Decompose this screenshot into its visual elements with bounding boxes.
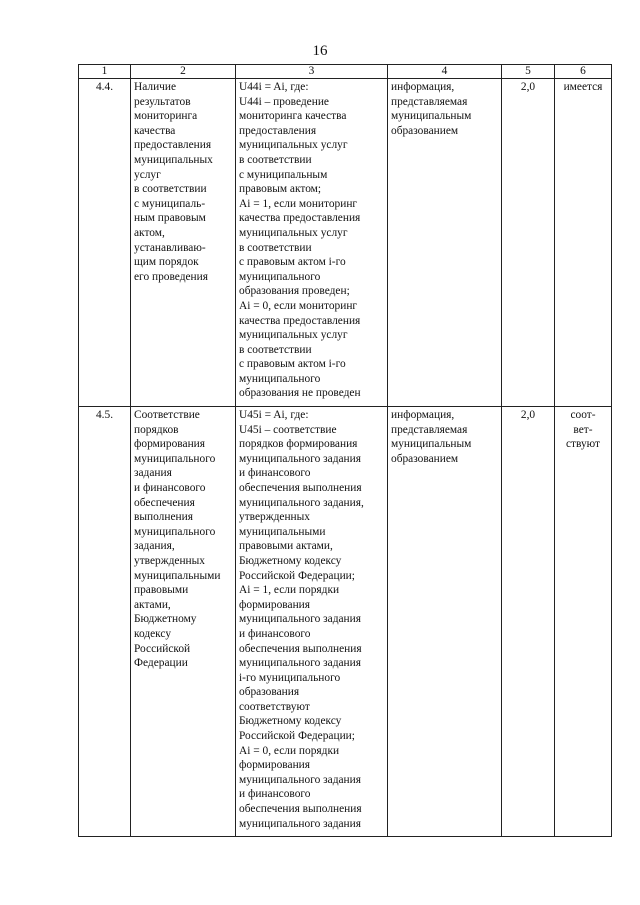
cell-line: U45i = Ai, где: <box>239 409 309 421</box>
cell-line: Ai = 1, если порядки <box>239 584 340 597</box>
cell-line: U44i – проведение <box>239 95 329 108</box>
cell-line: Российской Федерации; <box>239 569 355 582</box>
cell-line: порядков <box>134 423 179 436</box>
cell-line: информация, <box>391 409 455 421</box>
cell-line: утвержденных <box>239 511 310 524</box>
cell-line: и финансового <box>239 788 311 801</box>
cell-line: формирования <box>134 438 206 451</box>
cell-line: в соответствии <box>134 183 207 196</box>
weight-cell: 2,0 <box>502 79 555 407</box>
cell-line: муниципальными <box>239 525 326 538</box>
column-header: 2 <box>131 65 236 79</box>
cell-line: муниципального <box>239 372 321 385</box>
formula-cell <box>236 407 388 837</box>
column-header: 3 <box>236 65 388 79</box>
table-header-row <box>79 65 612 79</box>
cell-line: Бюджетному <box>134 613 197 626</box>
cell-line: результатов <box>134 95 191 108</box>
column-header: 6 <box>555 65 612 79</box>
cell-line: утвержденных <box>134 554 205 567</box>
cell-line: Федерации <box>134 657 188 670</box>
cell-line: образованием <box>391 124 459 137</box>
cell-line: Бюджетному кодексу <box>239 715 342 728</box>
cell-line: предоставления <box>239 124 317 137</box>
value-cell <box>555 79 612 407</box>
cell-line: и финансового <box>239 627 311 640</box>
cell-line: муниципальных <box>134 153 213 166</box>
cell-line: муниципального задания <box>239 773 361 786</box>
cell-line: устанавливаю- <box>134 241 206 254</box>
cell-line: мониторинга качества <box>239 110 347 123</box>
indicator-name-cell <box>131 79 236 407</box>
cell-line: муниципального <box>239 270 321 283</box>
page-number: 16 <box>312 43 328 59</box>
cell-line: обеспечения выполнения <box>239 803 362 816</box>
cell-line: с правовым актом i-го <box>239 358 346 371</box>
cell-line: вет- <box>573 423 593 436</box>
cell-line: муниципального <box>134 525 216 538</box>
cell-line: в соответствии <box>239 343 312 356</box>
cell-line: актами, <box>134 598 171 611</box>
cell-line: муниципального задания <box>239 452 361 465</box>
cell-line: муниципального задания, <box>239 496 364 509</box>
cell-line: порядков формирования <box>239 438 358 451</box>
cell-line: Российской Федерации; <box>239 730 355 743</box>
value-cell <box>555 407 612 837</box>
cell-line: муниципального <box>134 452 216 465</box>
cell-line: соот- <box>570 409 596 421</box>
cell-line: Бюджетному кодексу <box>239 554 342 567</box>
cell-line: обеспечения выполнения <box>239 481 362 494</box>
cell-line: качества предоставления <box>239 314 361 327</box>
cell-line: Ai = 0, если порядки <box>239 744 340 757</box>
cell-line: муниципальных услуг <box>239 226 348 239</box>
cell-line: с правовым актом i-го <box>239 256 346 269</box>
cell-line: U45i – соответствие <box>239 423 337 436</box>
cell-line: муниципальных услуг <box>239 329 348 342</box>
cell-line: Ai = 1, если мониторинг <box>239 197 358 210</box>
cell-line: с муниципаль- <box>134 197 206 210</box>
cell-line: качества <box>134 124 176 137</box>
cell-line: муниципальным <box>391 110 472 123</box>
cell-line: представляемая <box>391 423 468 436</box>
indicator-table <box>78 64 612 837</box>
cell-line: обеспечения выполнения <box>239 642 362 655</box>
column-header: 4 <box>388 65 502 79</box>
cell-line: Наличие <box>134 81 177 93</box>
cell-line: Российской <box>134 642 191 655</box>
cell-line: услуг <box>134 168 161 181</box>
cell-line: муниципального задания <box>239 817 361 830</box>
cell-line: выполнения <box>134 511 193 524</box>
cell-line: муниципальных услуг <box>239 139 348 152</box>
cell-line: в соответствии <box>239 241 312 254</box>
cell-line: образования не проведен <box>239 387 361 400</box>
cell-line: предоставления <box>134 139 212 152</box>
cell-line: задания <box>134 467 172 480</box>
cell-line: Соответствие <box>134 409 200 421</box>
cell-line: мониторинга <box>134 110 198 123</box>
cell-line: формирования <box>239 759 311 772</box>
cell-line: и финансового <box>134 481 206 494</box>
cell-line: в соответствии <box>239 153 312 166</box>
cell-line: правовыми <box>134 584 189 597</box>
formula-cell <box>236 79 388 407</box>
cell-line: U44i = Ai, где: <box>239 81 309 93</box>
cell-line: i-го муниципального <box>239 671 341 684</box>
cell-line: ствуют <box>565 438 601 451</box>
cell-line: и финансового <box>239 467 311 480</box>
cell-line: соответствуют <box>239 700 310 713</box>
cell-line: муниципальными <box>134 569 221 582</box>
table-row <box>79 79 612 407</box>
column-header: 1 <box>79 65 131 79</box>
cell-line: обеспечения <box>134 496 195 509</box>
cell-line: Ai = 0, если мониторинг <box>239 299 358 312</box>
cell-line: формирования <box>239 598 311 611</box>
row-number: 4.5. <box>79 407 131 837</box>
cell-line: имеется <box>563 81 603 93</box>
cell-line: задания, <box>134 540 175 553</box>
table-row <box>79 407 612 837</box>
source-cell <box>388 407 502 837</box>
cell-line: муниципальным <box>391 438 472 451</box>
cell-line: образования проведен; <box>239 285 350 298</box>
cell-line: образованием <box>391 452 459 465</box>
cell-line: муниципального задания <box>239 657 361 670</box>
cell-line: муниципального задания <box>239 613 361 626</box>
cell-line: кодексу <box>134 627 172 640</box>
cell-line: правовыми актами, <box>239 540 333 553</box>
cell-line: образования <box>239 686 300 699</box>
column-header: 5 <box>502 65 555 79</box>
cell-line: актом, <box>134 226 165 239</box>
cell-line: качества предоставления <box>239 212 361 225</box>
row-number: 4.4. <box>79 79 131 407</box>
cell-line: представляемая <box>391 95 468 108</box>
cell-line: его проведения <box>134 270 208 283</box>
cell-line: ным правовым <box>134 212 206 225</box>
indicator-name-cell <box>131 407 236 837</box>
cell-line: правовым актом; <box>239 183 322 196</box>
cell-line: щим порядок <box>134 256 199 269</box>
cell-line: с муниципальным <box>239 168 328 181</box>
cell-line: информация, <box>391 81 455 93</box>
source-cell <box>388 79 502 407</box>
weight-cell: 2,0 <box>502 407 555 837</box>
